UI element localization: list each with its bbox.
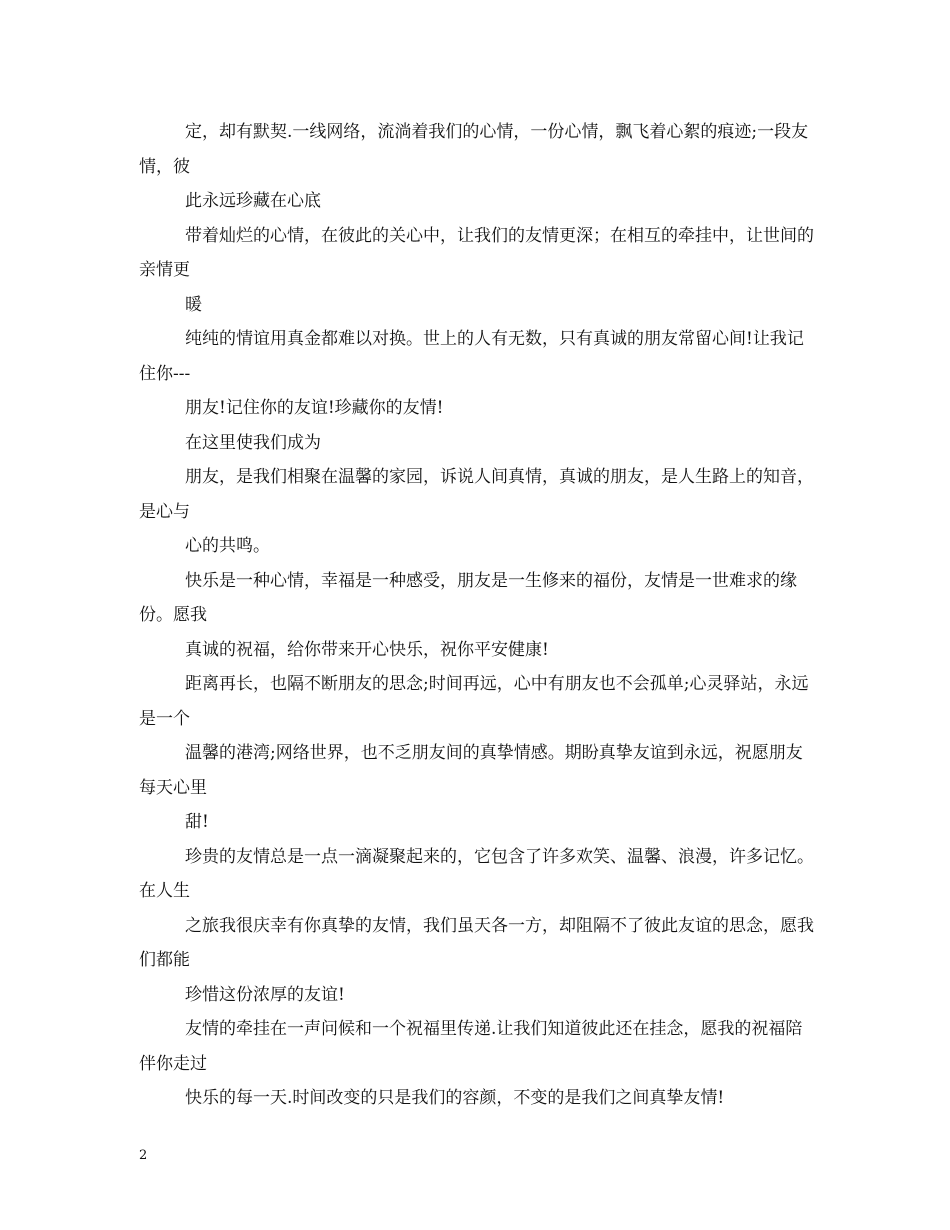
page-number: 2 <box>139 1148 148 1163</box>
paragraph: 珍贵的友情总是一点一滴凝聚起来的，它包含了许多欢笑、温馨、浪漫，许多记忆。在人生 <box>139 846 814 901</box>
paragraph: 甜! <box>185 812 209 832</box>
paragraph: 之旅我很庆幸有你真挚的友情，我们虽天各一方，却阻隔不了彼此友谊的思念，愿我们都能 <box>139 915 814 970</box>
paragraph: 快乐是一种心情，幸福是一种感受，朋友是一生修来的福份，友情是一世难求的缘份。愿我 <box>139 570 797 625</box>
document-body <box>139 115 819 1116</box>
paragraph: 纯纯的情谊用真金都难以对换。世上的人有无数，只有真诚的朋友常留心间!让我记住你--- <box>139 329 804 384</box>
paragraph: 在这里使我们成为 <box>185 432 321 453</box>
paragraph: 温馨的港湾;网络世界，也不乏朋友间的真挚情感。期盼真挚友谊到永远，祝愿朋友每天心里 <box>139 743 803 798</box>
paragraph: 真诚的祝福，给你带来开心快乐，祝你平安健康! <box>185 639 549 660</box>
paragraph: 朋友，是我们相聚在温馨的家园，诉说人间真情，真诚的朋友，是人生路上的知音，是心与 <box>139 467 814 522</box>
paragraph: 定，却有默契.一线网络，流淌着我们的心情，一份心情，飘飞着心絮的痕迹;一段友情，彼 <box>139 122 809 177</box>
paragraph: 距离再长，也隔不断朋友的思念;时间再远，心中有朋友也不会孤单;心灵驿站，永远是一个 <box>139 674 809 729</box>
paragraph: 此永远珍藏在心底 <box>185 191 321 211</box>
paragraph: 心的共鸣。 <box>185 536 270 556</box>
paragraph: 珍惜这份浓厚的友谊! <box>185 984 345 1005</box>
paragraph: 暖 <box>185 294 202 315</box>
paragraph: 友情的牵挂在一声问候和一个祝福里传递.让我们知道彼此还在挂念，愿我的祝福陪伴你走过 <box>139 1019 803 1074</box>
paragraph: 朋友!记住你的友谊!珍藏你的友情! <box>185 398 444 418</box>
paragraph: 带着灿烂的心情，在彼此的关心中，让我们的友情更深；在相互的牵挂中，让世间的亲情更 <box>139 225 814 280</box>
paragraph: 快乐的每一天.时间改变的只是我们的容颜，不变的是我们之间真挚友情! <box>185 1088 725 1108</box>
